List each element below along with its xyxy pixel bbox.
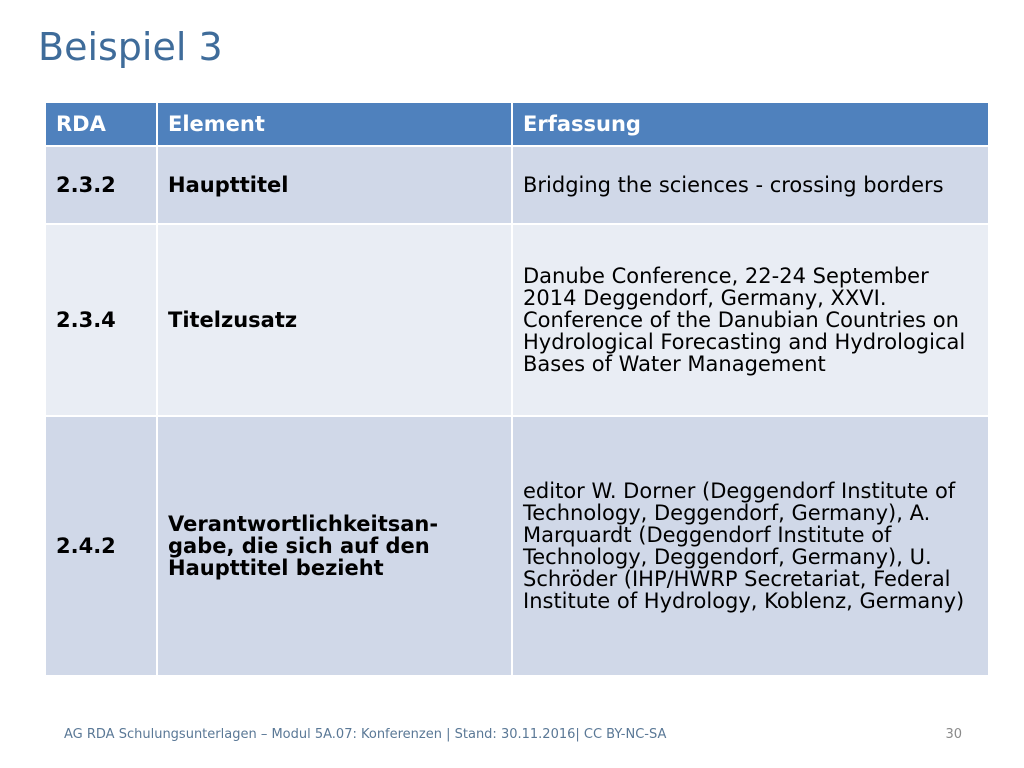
header-element: Element [157,102,512,146]
header-rda: RDA [45,102,157,146]
page-number: 30 [945,727,962,742]
erfassung-cell: editor W. Dorner (Deggendorf Institute of Technology, Deggendorf, Germany), A. Marquardt (Deggendorf Institute of Technology, Deggendorf, Germany), U. Schröder (IHP/HWRP Secretariat, Federal Institute of Hydrology, Koblenz, Germany) [512,416,989,676]
table-row [45,416,989,676]
header-erfassung: Erfassung [512,102,989,146]
footer-text: AG RDA Schulungsunterlagen – Modul 5A.07: Konferenzen | Stand: 30.11.2016| CC BY-NC-SA [64,727,667,742]
slide-title: Beispiel 3 [38,25,223,69]
erfassung-cell: Bridging the sciences - crossing borders [512,146,989,224]
element-cell: Verantwortlichkeitsan-gabe, die sich auf den Haupttitel bezieht [157,416,512,676]
rda-code-cell: 2.3.4 [45,224,157,416]
erfassung-cell: Danube Conference, 22-24 September 2014 Deggendorf, Germany, XXVI. Conference of the Danubian Countries on Hydrological Forecasting and Hydrological Bases of Water Management [512,224,989,416]
rda-code-cell: 2.4.2 [45,416,157,676]
rda-code-cell: 2.3.2 [45,146,157,224]
table-row [45,224,989,416]
rda-table [44,101,990,677]
table-header-row [45,102,989,146]
element-cell: Titelzusatz [157,224,512,416]
table-row [45,146,989,224]
element-cell: Haupttitel [157,146,512,224]
